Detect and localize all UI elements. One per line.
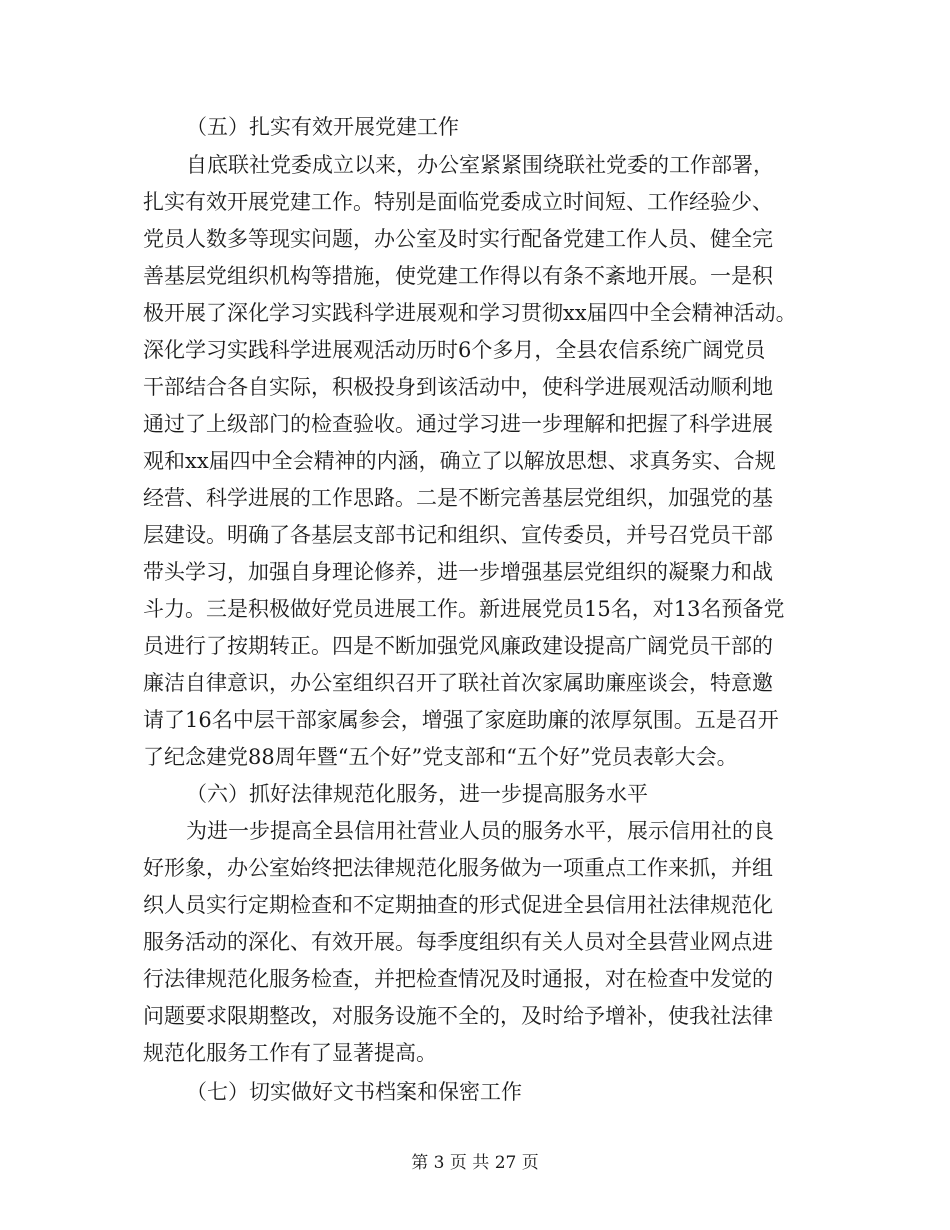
paragraph-line: 层建设。明确了各基层支部书记和组织、宣传委员，并号召党员干部 (143, 523, 773, 547)
paragraph-line: 善基层党组织机构等措施，使党建工作得以有条不紊地开展。一是积 (143, 264, 773, 288)
paragraph-line: 观和xx届四中全会精神的内涵，确立了以解放思想、求真务实、合规 (143, 449, 776, 473)
paragraph-line: 带头学习，加强自身理论修养，进一步增强基层党组织的凝聚力和战 (143, 560, 773, 584)
section-heading-5: （五）扎实有效开展党建工作 (186, 115, 459, 139)
paragraph-line: 规范化服务工作有了显著提高。 (143, 1041, 437, 1065)
paragraph-line: 通过了上级部门的检查验收。通过学习进一步理解和把握了科学进展 (143, 412, 773, 436)
paragraph-line: 了纪念建党88周年暨“五个好”党支部和“五个好”党员表彰大会。 (143, 745, 738, 769)
paragraph-line: 自底联社党委成立以来，办公室紧紧围绕联社党委的工作部署， (186, 153, 774, 177)
paragraph-line: 为进一步提高全县信用社营业人员的服务水平，展示信用社的良 (186, 819, 774, 843)
paragraph-line: 织人员实行定期检查和不定期抽查的形式促进全县信用社法律规范化 (143, 893, 773, 917)
section-heading-6: （六）抓好法律规范化服务，进一步提高服务水平 (186, 782, 648, 806)
paragraph-line: 廉洁自律意识，办公室组织召开了联社首次家属助廉座谈会，特意邀 (143, 671, 773, 695)
paragraph-line: 扎实有效开展党建工作。特别是面临党委成立时间短、工作经验少、 (143, 190, 773, 214)
paragraph-line: 斗力。三是积极做好党员进展工作。新进展党员15名，对13名预备党 (143, 597, 785, 621)
paragraph-line: 经营、科学进展的工作思路。二是不断完善基层党组织，加强党的基 (143, 486, 773, 510)
paragraph-line: 问题要求限期整改，对服务设施不全的，及时给予增补，使我社法律 (143, 1004, 773, 1028)
paragraph-line: 员进行了按期转正。四是不断加强党风廉政建设提高广阔党员干部的 (143, 634, 773, 658)
paragraph-line: 干部结合各自实际，积极投身到该活动中，使科学进展观活动顺利地 (143, 375, 773, 399)
paragraph-line: 好形象，办公室始终把法律规范化服务做为一项重点工作来抓，并组 (143, 856, 773, 880)
paragraph-line: 党员人数多等现实问题，办公室及时实行配备党建工作人员、健全完 (143, 227, 773, 251)
paragraph-line: 请了16名中层干部家属参会，增强了家庭助廉的浓厚氛围。五是召开 (143, 708, 779, 732)
paragraph-line: 深化学习实践科学进展观活动历时6个多月，全县农信系统广阔党员 (143, 338, 766, 362)
paragraph-line: 行法律规范化服务检查，并把检查情况及时通报，对在检查中发觉的 (143, 967, 773, 991)
paragraph-line: 极开展了深化学习实践科学进展观和学习贯彻xx届四中全会精神活动。 (143, 301, 797, 325)
section-heading-7: （七）切实做好文书档案和保密工作 (186, 1080, 522, 1104)
page-number-footer: 第 3 页 共 27 页 (411, 1153, 539, 1173)
paragraph-line: 服务活动的深化、有效开展。每季度组织有关人员对全县营业网点进 (143, 930, 773, 954)
